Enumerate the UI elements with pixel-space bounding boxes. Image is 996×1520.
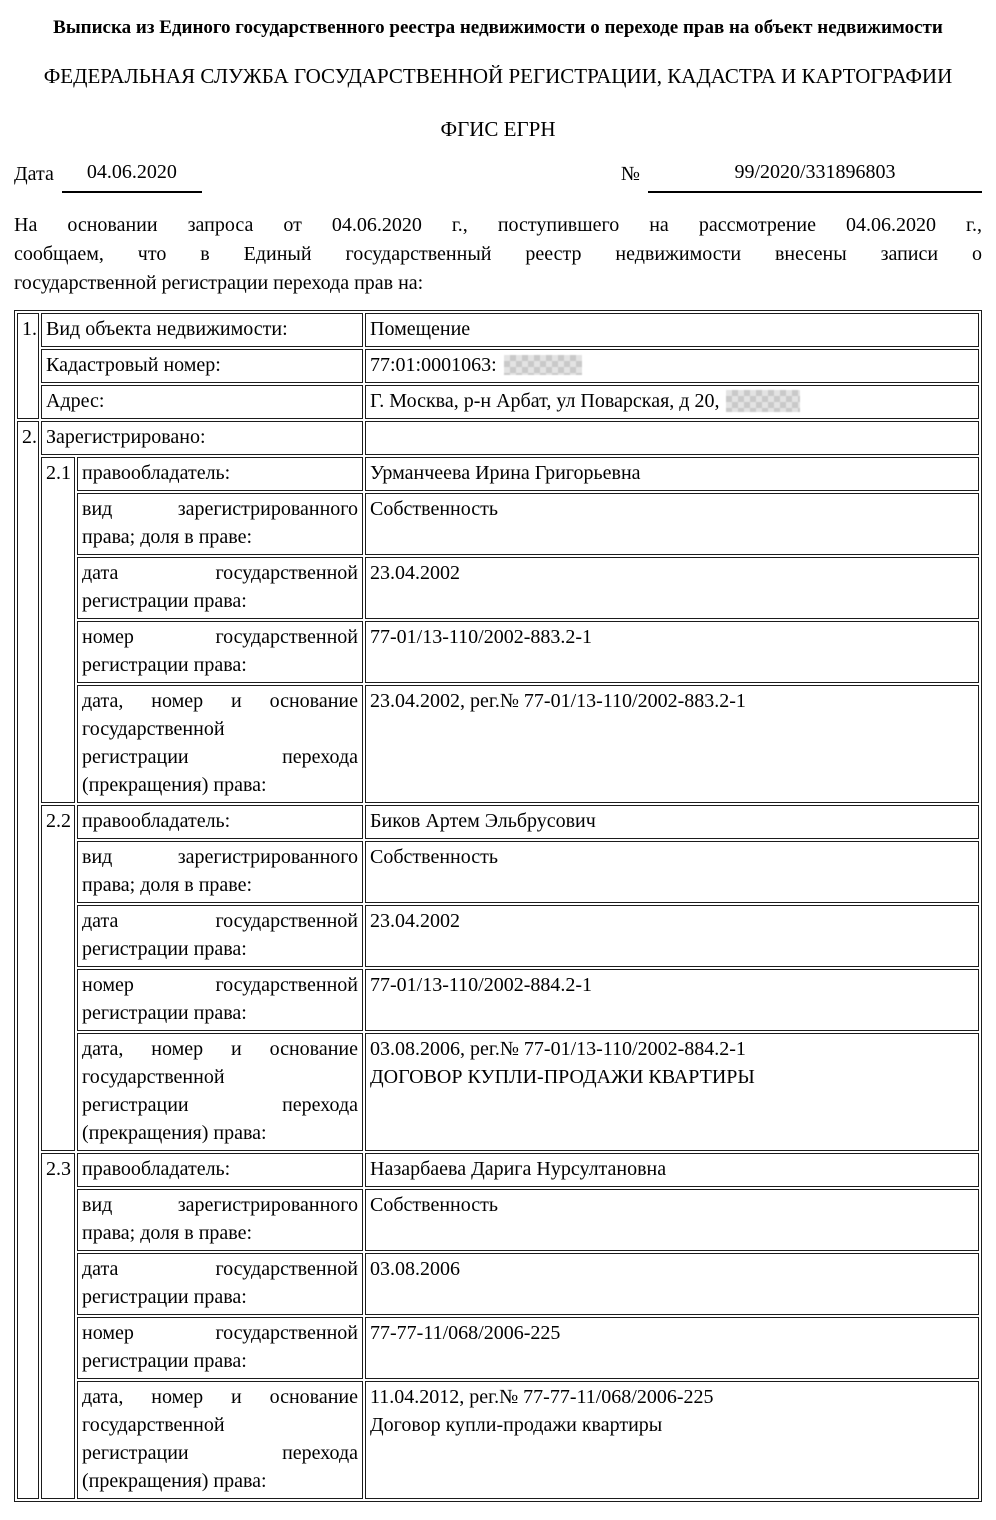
table-row [17, 457, 979, 491]
row-label: правообладатель: [77, 1153, 363, 1187]
table-row [17, 841, 979, 903]
row-value: Собственность [365, 493, 979, 555]
row-label: номер государственной регистрации права: [77, 621, 363, 683]
row-label: дата государственной регистрации права: [77, 557, 363, 619]
table-row [17, 969, 979, 1031]
number-value: 99/2020/331896803 [648, 161, 982, 193]
row-label: номер государственной регистрации права: [77, 969, 363, 1031]
table-row [17, 313, 979, 347]
row-label: дата, номер и основание государственной регистрации перехода (прекращения) права: [77, 1381, 363, 1499]
row-label: Вид объекта недвижимости: [41, 313, 363, 347]
row-label: вид зарегистрированного права; доля в праве: [77, 841, 363, 903]
row-value: 77-77-11/068/2006-225 [365, 1317, 979, 1379]
table-row [17, 1253, 979, 1315]
section1-number: 1. [17, 313, 39, 419]
row-value: 23.04.2002 [365, 905, 979, 967]
row-label: дата, номер и основание государственной регистрации перехода (прекращения) права: [77, 685, 363, 803]
row-label: правообладатель: [77, 805, 363, 839]
row-value: 77-01/13-110/2002-883.2-1 [365, 621, 979, 683]
number-label: № [620, 163, 640, 185]
date-value: 04.06.2020 [62, 161, 202, 193]
row-label: дата государственной регистрации права: [77, 1253, 363, 1315]
row-value: 23.04.2002, рег.№ 77-01/13-110/2002-883.2-1 [365, 685, 979, 803]
address-text: Г. Москва, р-н Арбат, ул Поварская, д 20, [370, 390, 720, 412]
document-title: Выписка из Единого государственного реестра недвижимости о переходе прав на объект недвижимости [53, 17, 943, 38]
intro-paragraph: На основании запроса от 04.06.2020 г., поступившего на рассмотрение 04.06.2020 г., сообщаем, что в Единый государственный реестр недвижимости внесены записи о государственной регистрации перехода прав на: [14, 214, 982, 294]
redacted-area [726, 390, 800, 412]
row-label: дата, номер и основание государственной регистрации перехода (прекращения) права: [77, 1033, 363, 1151]
row-value: 77-01/13-110/2002-884.2-1 [365, 969, 979, 1031]
row-label: Зарегистрировано: [41, 421, 363, 455]
row-value: Собственность [365, 1189, 979, 1251]
table-row [17, 385, 979, 419]
table-row [17, 805, 979, 839]
row-value: 11.04.2012, рег.№ 77-77-11/068/2006-225 Договор купли-продажи квартиры [365, 1381, 979, 1499]
section2-number: 2. [17, 421, 39, 1499]
date-label: Дата [14, 163, 54, 185]
table-row [17, 493, 979, 555]
row-label: Кадастровый номер: [41, 349, 363, 383]
date-group [14, 161, 202, 193]
meta-row [14, 161, 982, 193]
number-group [621, 161, 982, 193]
table-row [17, 1033, 979, 1151]
row-value: Помещение [365, 313, 979, 347]
redacted-area [504, 355, 582, 375]
table-row [17, 1381, 979, 1499]
row-label: дата государственной регистрации права: [77, 905, 363, 967]
table-row [17, 421, 979, 455]
row-value: 23.04.2002 [365, 557, 979, 619]
table-row [17, 557, 979, 619]
table-row [17, 621, 979, 683]
row-label: вид зарегистрированного права; доля в праве: [77, 1189, 363, 1251]
row-value [365, 349, 979, 383]
cadastral-number-text: 77:01:0001063: [370, 354, 497, 376]
row-value [365, 385, 979, 419]
table-row [17, 1189, 979, 1251]
entry-number: 2.3 [41, 1153, 75, 1499]
agency-name: ФЕДЕРАЛЬНАЯ СЛУЖБА ГОСУДАРСТВЕННОЙ РЕГИСТРАЦИИ, КАДАСТРА И КАРТОГРАФИИ [43, 64, 953, 88]
row-label: Адрес: [41, 385, 363, 419]
table-row [17, 1317, 979, 1379]
table-row [17, 905, 979, 967]
row-value: 03.08.2006 [365, 1253, 979, 1315]
row-label: правообладатель: [77, 457, 363, 491]
row-value: Урманчеева Ирина Григорьевна [365, 457, 979, 491]
row-value: 03.08.2006, рег.№ 77-01/13-110/2002-884.2-1 ДОГОВОР КУПЛИ-ПРОДАЖИ КВАРТИРЫ [365, 1033, 979, 1151]
table-row [17, 1153, 979, 1187]
row-label: вид зарегистрированного права; доля в праве: [77, 493, 363, 555]
row-value-empty [365, 421, 979, 455]
entry-number: 2.2 [41, 805, 75, 1151]
table-row [17, 685, 979, 803]
row-value: Биков Артем Эльбрусович [365, 805, 979, 839]
entry-number: 2.1 [41, 457, 75, 803]
table-row [17, 349, 979, 383]
system-name: ФГИС ЕГРН [440, 117, 556, 141]
egrn-table [14, 310, 982, 1502]
row-label: номер государственной регистрации права: [77, 1317, 363, 1379]
row-value: Собственность [365, 841, 979, 903]
row-value: Назарбаева Дарига Нурсултановна [365, 1153, 979, 1187]
